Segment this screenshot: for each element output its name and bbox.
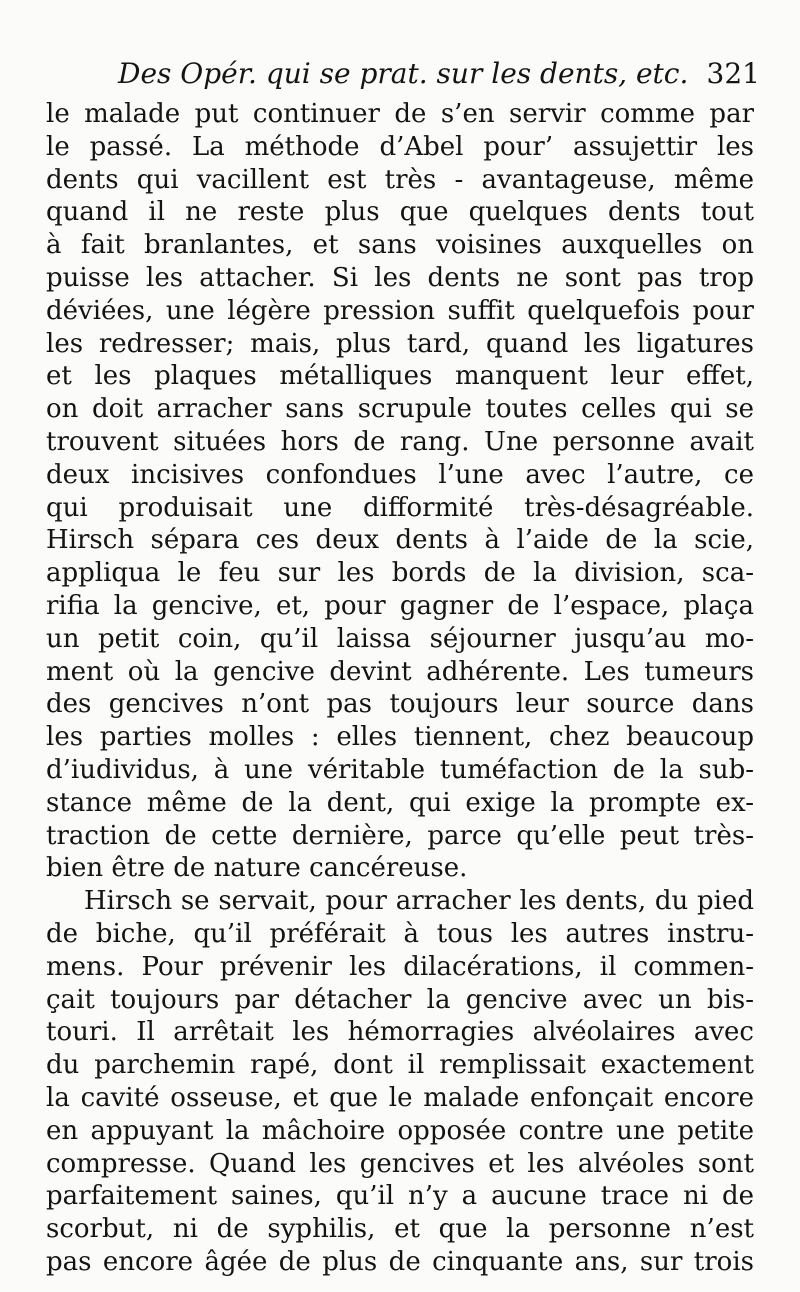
text-line: les redresser; mais, plus tard, quand les ligatures [46,328,754,359]
text-line: Hirsch se servait, pour arracher les dents, du pied [84,886,754,917]
text-line: mens. Pour prévenir les dilacérations, il commen- [46,951,754,982]
text-line: et les plaques métalliques manquent leur effet, [46,361,754,392]
text-line: traction de cette dernière, parce qu’elle peut très- [46,820,754,851]
text-line: pas encore âgée de plus de cinquante ans, sur trois [46,1246,754,1277]
text-line: puisse les attacher. Si les dents ne sont pas trop [46,262,754,293]
text-line: les parties molles : elles tiennent, chez beaucoup [46,722,754,753]
text-line: de biche, qu’il préférait à tous les autres instru- [46,918,754,949]
text-line: déviées, une légère pression suffit quelquefois pour [46,295,754,326]
text-line: du parchemin rapé, dont il remplissait exactement [46,1050,754,1081]
text-line: deux incisives confondues l’une avec l’autre, ce [46,459,754,490]
text-line: un petit coin, qu’il laissa séjourner jusqu’au mo- [46,623,754,654]
text-line: Hirsch sépara ces deux dents à l’aide de la scie, [46,525,754,556]
paragraph-2 [46,885,754,1279]
page-header [118,54,760,96]
text-line: à fait branlantes, et sans voisines auxquelles on [46,230,754,261]
text-line: des gencives n’ont pas toujours leur source dans [46,689,754,720]
text-line: ment où la gencive devint adhérente. Les tumeurs [46,656,754,687]
text-line: rifia la gencive, et, pour gagner de l’espace, plaça [46,590,754,621]
text-line: parfaitement saines, qu’il n’y a aucune trace ni de [46,1181,754,1212]
text-line: stance même de la dent, qui exige la prompte ex- [46,787,754,818]
text-line: touri. Il arrêtait les hémorragies alvéolaires avec [46,1017,754,1048]
text-line: d’iudividus, à une véritable tuméfaction de la sub- [46,754,754,785]
text-line: le malade put continuer de s’en servir comme par [46,99,754,129]
text-line: trouvent situées hors de rang. Une personne avait [46,426,754,457]
text-line: qui produisait une difformité très-désagréable. [46,492,754,523]
running-title: Des Opér. qui se prat. sur les dents, etc. [118,57,689,90]
text-line: dents qui vacillent est très - avantageuse, même [46,164,754,195]
body-text [46,98,754,1279]
text-line: compresse. Quand les gencives et les alvéoles sont [46,1148,754,1179]
page-number: 321 [706,57,760,90]
text-line: on doit arracher sans scrupule toutes celles qui se [46,394,754,425]
text-line: quand il ne reste plus que quelques dents tout [46,197,754,228]
text-line: scorbut, ni de syphilis, et que la personne n’est [46,1214,754,1245]
text-line: le passé. La méthode d’Abel pour’ assujettir les [46,131,754,162]
text-line: appliqua le feu sur les bords de la division, sca- [46,558,754,589]
text-line: en appuyant la mâchoire opposée contre une petite [46,1115,754,1146]
text-line: bien être de nature cancéreuse. [46,853,468,884]
paragraph-1 [46,98,754,885]
text-line: la cavité osseuse, et que le malade enfonçait encore [46,1082,754,1113]
text-line: çait toujours par détacher la gencive avec un bis- [46,984,754,1015]
